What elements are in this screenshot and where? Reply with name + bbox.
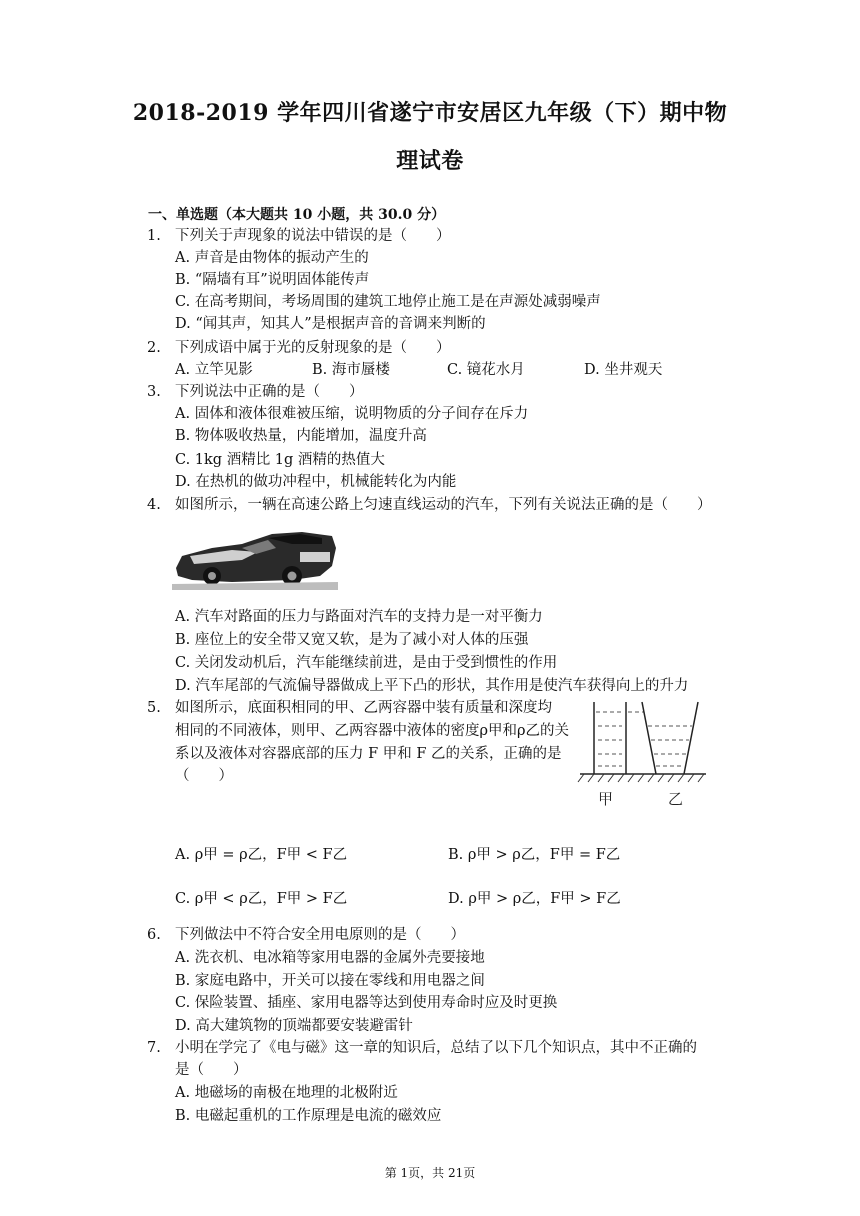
question-number: 2. — [147, 340, 161, 356]
option-d: D. 坐井观天 — [584, 362, 663, 378]
question-text-line: 相同的不同液体，则甲、乙两容器中液体的密度ρ甲和ρ乙的关 — [175, 723, 570, 739]
option-c: C. 关闭发动机后，汽车能继续前进，是由于受到惯性的作用 — [175, 655, 558, 671]
option-c: C. 保险装置、插座、家用电器等达到使用寿命时应及时更换 — [175, 995, 558, 1011]
option-b: B. 座位上的安全带又宽又软，是为了减小对人体的压强 — [175, 632, 529, 648]
title-line-1: 2018-2019 学年四川省遂宁市安居区九年级（下）期中物 — [132, 100, 728, 126]
option-b: B. 物体吸收热量，内能增加，温度升高 — [175, 428, 427, 444]
option-b: B. 电磁起重机的工作原理是电流的磁效应 — [175, 1108, 442, 1124]
question-number: 6. — [147, 927, 161, 943]
option-a: A. 汽车对路面的压力与路面对汽车的支持力是一对平衡力 — [175, 609, 543, 625]
question-number: 5. — [147, 700, 161, 716]
title-line-2: 理试卷 — [396, 148, 464, 174]
question-number: 3. — [147, 384, 161, 400]
question-text: 下列成语中属于光的反射现象的是（ ） — [175, 340, 451, 356]
question-text: 如图所示，一辆在高速公路上匀速直线运动的汽车，下列有关说法正确的是（ ） — [175, 497, 712, 513]
containers-figure — [576, 696, 710, 810]
question-text-line: 小明在学完了《电与磁》这一章的知识后，总结了以下几个知识点，其中不正确的 — [175, 1040, 697, 1056]
option-d: D. 在热机的做功冲程中，机械能转化为内能 — [175, 474, 457, 490]
question-text: 下列关于声现象的说法中错误的是（ ） — [175, 228, 451, 244]
question-text: 下列做法中不符合安全用电原则的是（ ） — [175, 927, 465, 943]
question-number: 1. — [147, 228, 161, 244]
option-c: C. 在高考期间，考场周围的建筑工地停止施工是在声源处减弱噪声 — [175, 294, 601, 310]
option-row — [175, 360, 695, 380]
option-a: A. 固体和液体很难被压缩，说明物质的分子间存在斥力 — [175, 406, 529, 422]
question-text-line: 如图所示，底面积相同的甲、乙两容器中装有质量和深度均 — [175, 700, 552, 716]
option-a: A. 声音是由物体的振动产生的 — [175, 250, 369, 266]
option-b: B. “隔墙有耳”说明固体能传声 — [175, 272, 370, 288]
option-d: D. ρ甲 > ρ乙，F甲 > F乙 — [448, 891, 621, 907]
question-text: 下列说法中正确的是（ ） — [175, 384, 364, 400]
page-footer: 第 1页，共 21页 — [384, 1166, 476, 1180]
option-b: B. ρ甲 > ρ乙，F甲 = F乙 — [448, 847, 621, 863]
figure-label-yi: 乙 — [668, 790, 684, 808]
figure-label-jia: 甲 — [598, 790, 614, 808]
sports-car-image — [172, 526, 338, 590]
option-a: A. ρ甲 = ρ乙，F甲 < F乙 — [175, 847, 348, 863]
option-c: C. 镜花水月 — [447, 362, 525, 378]
option-d: D. 高大建筑物的顶端都要安装避雷针 — [175, 1018, 413, 1034]
option-d: D. 汽车尾部的气流偏导器做成上平下凸的形状，其作用是使汽车获得向上的升力 — [175, 678, 689, 694]
option-a: A. 洗衣机、电冰箱等家用电器的金属外壳要接地 — [175, 950, 485, 966]
section-heading: 一、单选题（本大题共 10 小题，共 30.0 分） — [148, 207, 446, 223]
question-number: 4. — [147, 497, 161, 513]
option-a: A. 地磁场的南极在地理的北极附近 — [175, 1085, 398, 1101]
option-b: B. 海市蜃楼 — [312, 362, 390, 378]
option-b: B. 家庭电路中，开关可以接在零线和用电器之间 — [175, 973, 485, 989]
question-text-line: 是（ ） — [175, 1062, 248, 1078]
option-d: D. “闻其声，知其人”是根据声音的音调来判断的 — [175, 316, 486, 332]
question-text-line: 系以及液体对容器底部的压力 F 甲和 F 乙的关系，正确的是 — [175, 746, 562, 762]
question-number: 7. — [147, 1040, 161, 1056]
option-c: C. 1kg 酒精比 1g 酒精的热值大 — [175, 452, 385, 468]
question-text-line: （ ） — [175, 768, 233, 784]
option-a: A. 立竿见影 — [175, 362, 253, 378]
option-c: C. ρ甲 < ρ乙，F甲 > F乙 — [175, 891, 348, 907]
